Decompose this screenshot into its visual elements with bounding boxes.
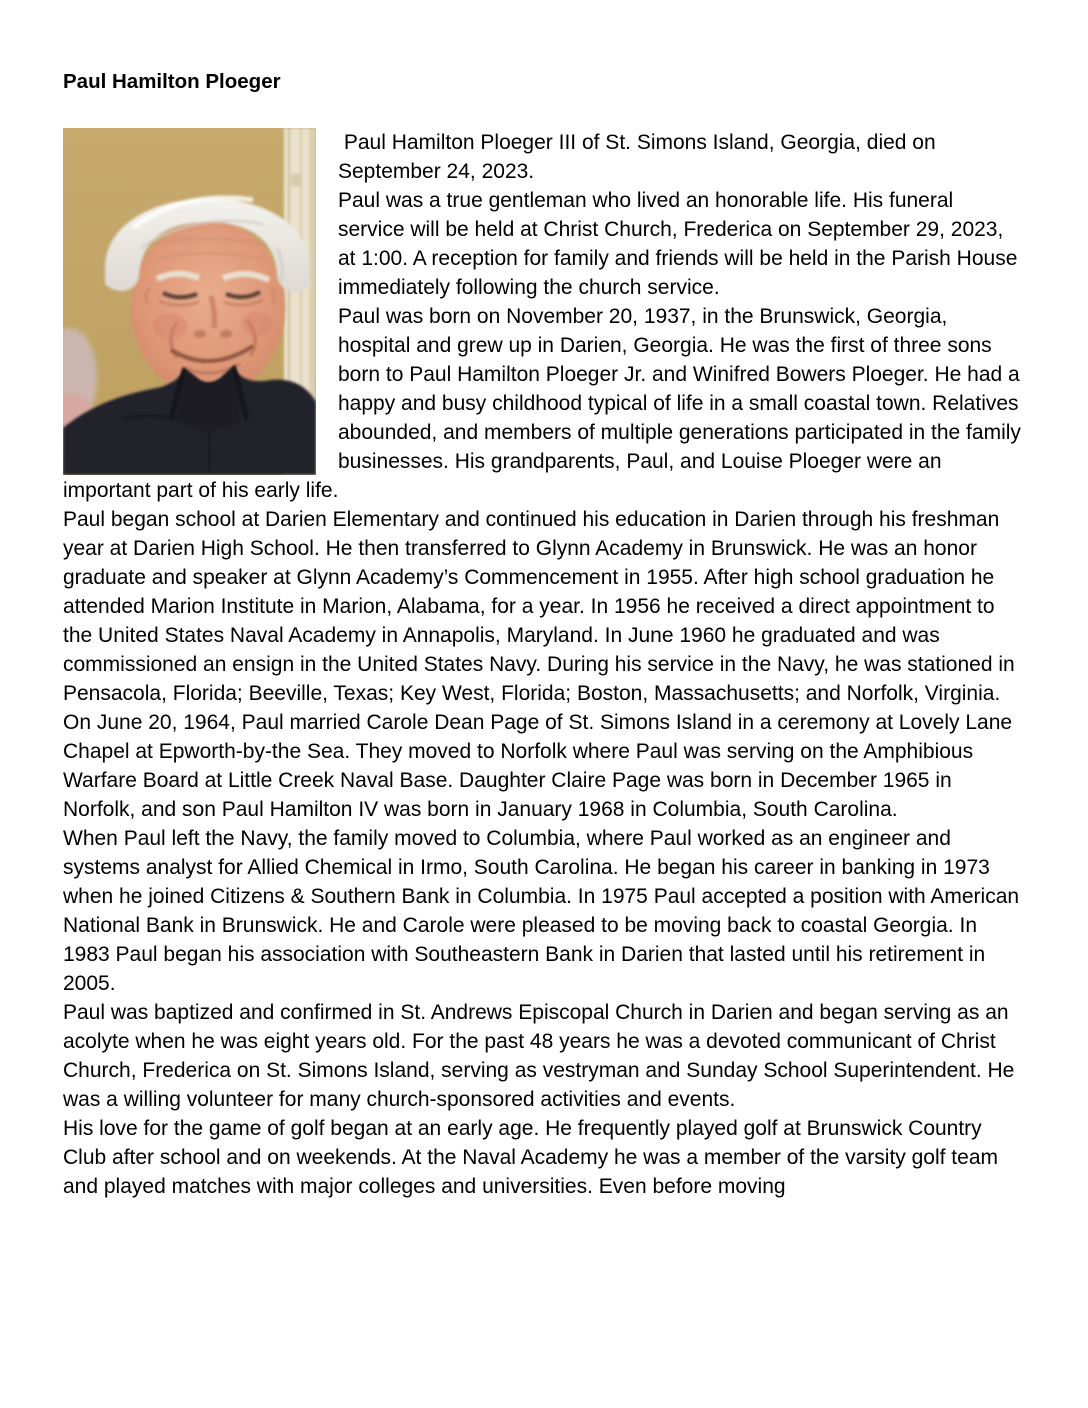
paragraph-church-life: Paul was baptized and confirmed in St. Andrews Episcopal Church in Darien and began serving as an acolyte when he was eight years old. For the past 48 years he was a devoted communicant of Christ Church, Frederica on St. Simons Island, serving as vestryman and Sunday School Superintendent. He was a willing volunteer for many church-sponsored activities and events. <box>63 1001 1015 1111</box>
paragraph-funeral-service: Paul was a true gentleman who lived an honorable life. His funeral service will be held at Christ Church, Frederica on September 29, 2023, at 1:00. A reception for family and friends will be held in the Parish House immediately following the church service. <box>338 189 1018 299</box>
obituary-body <box>63 128 1025 1201</box>
paragraph-death-notice: Paul Hamilton Ploeger III of St. Simons Island, Georgia, died on September 24, 2023. <box>338 131 942 183</box>
paragraph-birth-childhood: Paul was born on November 20, 1937, in the Brunswick, Georgia, hospital and grew up in Darien, Georgia. He was the first of three sons born to Paul Hamilton Ploeger Jr. and Winifred Bowers Ploeger. He had a happy and busy childhood typical of life in a small coastal town. Relatives abounded, and members of multiple generations participated in the family businesses. His grandparents, Paul, and Louise Ploeger were an important part of his early life. <box>63 305 1021 502</box>
portrait-photo <box>63 128 316 475</box>
paragraph-marriage-family: On June 20, 1964, Paul married Carole Dean Page of St. Simons Island in a ceremony at Lovely Lane Chapel at Epworth-by-the Sea. They moved to Norfolk where Paul was serving on the Amphibious Warfare Board at Little Creek Naval Base. Daughter Claire Page was born in December 1965 in Norfolk, and son Paul Hamilton IV was born in January 1968 in Columbia, South Carolina. <box>63 711 1013 821</box>
paragraph-career-banking: When Paul left the Navy, the family moved to Columbia, where Paul worked as an engineer and systems analyst for Allied Chemical in Irmo, South Carolina. He began his career in banking in 1973 when he joined Citizens & Southern Bank in Columbia. In 1975 Paul accepted a position with American National Bank in Brunswick. He and Carole were pleased to be moving back to coastal Georgia. In 1983 Paul began his association with Southeastern Bank in Darien that lasted until his retirement in 2005. <box>63 827 1020 995</box>
paragraph-education-navy: Paul began school at Darien Elementary and continued his education in Darien through his freshman year at Darien High School. He then transferred to Glynn Academy in Brunswick. He was an honor graduate and speaker at Glynn Academy’s Commencement in 1955. After high school graduation he attended Marion Institute in Marion, Alabama, for a year. In 1956 he received a direct appointment to the United States Naval Academy in Annapolis, Maryland. In June 1960 he graduated and was commissioned an ensign in the United States Navy. During his service in the Navy, he was stationed in Pensacola, Florida; Beeville, Texas; Key West, Florida; Boston, Massachusetts; and Norfolk, Virginia. <box>63 508 1015 705</box>
portrait-photo-illustration <box>63 128 316 475</box>
paragraph-golf: His love for the game of golf began at an early age. He frequently played golf at Brunswick Country Club after school and on weekends. At the Naval Academy he was a member of the varsity golf team and played matches with major colleges and universities. Even before moving <box>63 1117 998 1198</box>
page-title: Paul Hamilton Ploeger <box>63 70 281 93</box>
